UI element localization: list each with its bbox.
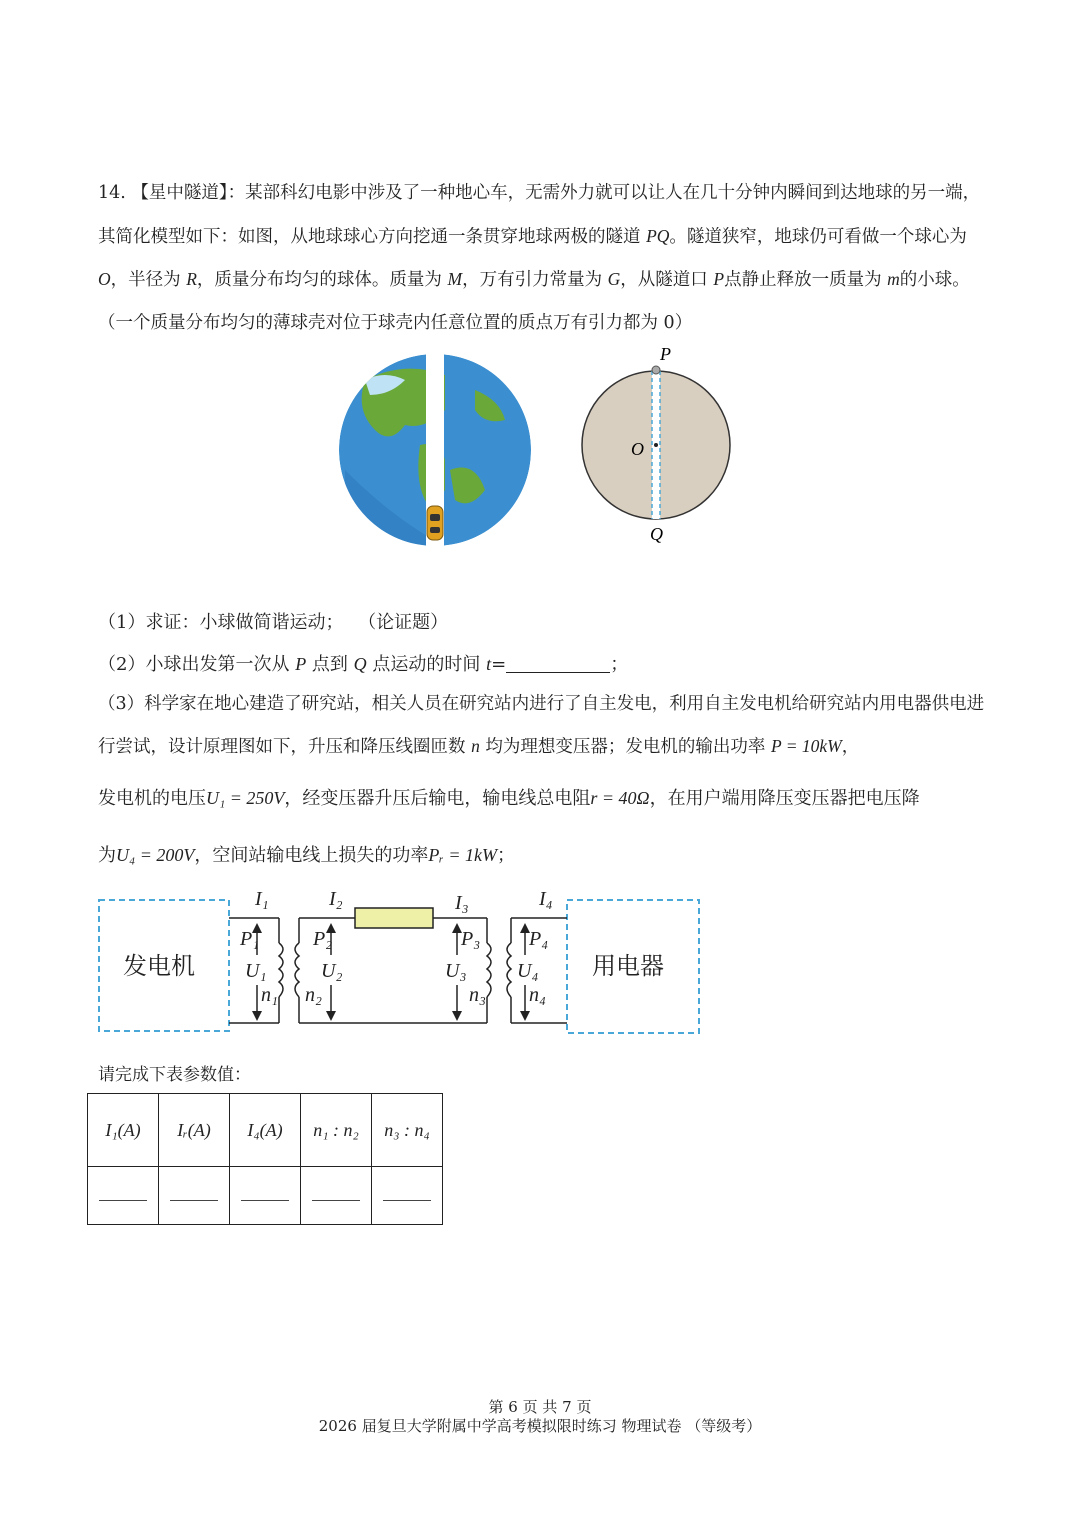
label-n4: n₄ (529, 984, 546, 1006)
question-2: （2）小球出发第一次从 P 点到 Q 点运动的时间 t= ； (98, 654, 629, 675)
ball (652, 366, 660, 374)
center-dot (654, 443, 658, 447)
sphere-tunnel-diagram (570, 345, 745, 550)
problem-number: 14. (98, 183, 126, 203)
label-p1: P₁ (240, 928, 260, 950)
problem-title: 【星中隧道】 (131, 183, 228, 203)
label-i2: I₂ (329, 888, 343, 910)
header-i4: I₄(A) (230, 1094, 301, 1167)
exam-title: 2026 届复旦大学附属中学高考模拟限时练习 物理试卷 （等级考） (318, 1417, 762, 1435)
label-i1: I₁ (255, 888, 269, 910)
label-p: P (660, 345, 671, 364)
parameter-table (87, 1093, 443, 1225)
label-n2: n₂ (305, 984, 322, 1006)
question-1: （1）求证：小球做简谐运动； （论证题） (98, 612, 449, 633)
table-header-row (88, 1094, 443, 1167)
header-ir: Iᵣ(A) (159, 1094, 230, 1167)
label-n3: n₃ (469, 984, 486, 1006)
answer-blank-t[interactable] (506, 654, 610, 673)
answer-cell-n1n2[interactable] (301, 1167, 372, 1225)
header-n3n4: n₃ : n₄ (372, 1094, 443, 1167)
label-o: O (631, 439, 644, 459)
answer-cell-i1[interactable] (88, 1167, 159, 1225)
label-i3: I₃ (455, 892, 469, 914)
label-u3: U₃ (445, 960, 467, 982)
label-u2: U₂ (321, 960, 343, 982)
table-prompt: 请完成下表参数值： (98, 1065, 251, 1085)
label-u1: U₁ (245, 960, 267, 982)
label-i4: I₄ (539, 888, 553, 910)
answer-cell-ir[interactable] (159, 1167, 230, 1225)
transmission-circuit-diagram (95, 885, 705, 1037)
question-3-line3: 为U₄ = 200V，空间站输电线上损失的功率Pᵣ = 1kW； (98, 845, 515, 866)
answer-cell-i4[interactable] (230, 1167, 301, 1225)
label-p2: P₂ (313, 928, 333, 950)
question-3: （3）科学家在地心建造了研究站，相关人员在研究站内进行了自主发电，利用自主发电机给研究站内用电器供电进行尝试，设计原理图如下，升压和降压线圈匝数 n 均为理想变压器；发电机的输出功率 P = 10kW， (98, 694, 985, 757)
question-3-line2: 发电机的电压U₁ = 250V，经变压器升压后输电，输电线总电阻r = 40Ω，在用户端用降压变压器把电压降 (98, 788, 920, 809)
label-p3: P₃ (461, 928, 481, 950)
earth-tunnel-illustration (335, 350, 535, 550)
page-number: 第 6 页 共 7 页 (488, 1398, 592, 1416)
header-i1: I₁(A) (88, 1094, 159, 1167)
label-q: Q (650, 524, 663, 544)
line-resistor (355, 908, 433, 928)
generator-label: 发电机 (123, 952, 195, 980)
table-answer-row (88, 1167, 443, 1225)
problem-statement: 14. 【星中隧道】：某部科幻电影中涉及了一种地心车，无需外力就可以让人在几十分钟内瞬间到达地球的另一端，其简化模型如下：如图，从地球球心方向挖通一条贯穿地球两极的隧道 PQ。隧道狭窄，地球仍可看做一个球心为 O，半径为 R，质量分布均匀的球体。质量为 M，万有引力常量为 G，从隧道口 P点静止释放一质量为 m的小球。（一个质量分布均匀的薄球壳对位于球壳内任意位置的质点万有引力都为 0） (98, 183, 981, 333)
label-n1: n₁ (261, 984, 278, 1006)
power-value: P = 10kW (770, 736, 842, 756)
label-p4: P₄ (529, 928, 549, 950)
label-u4: U₄ (517, 960, 539, 982)
car-icon (427, 506, 443, 540)
answer-cell-n3n4[interactable] (372, 1167, 443, 1225)
appliance-label: 用电器 (592, 952, 664, 980)
header-n1n2: n₁ : n₂ (301, 1094, 372, 1167)
